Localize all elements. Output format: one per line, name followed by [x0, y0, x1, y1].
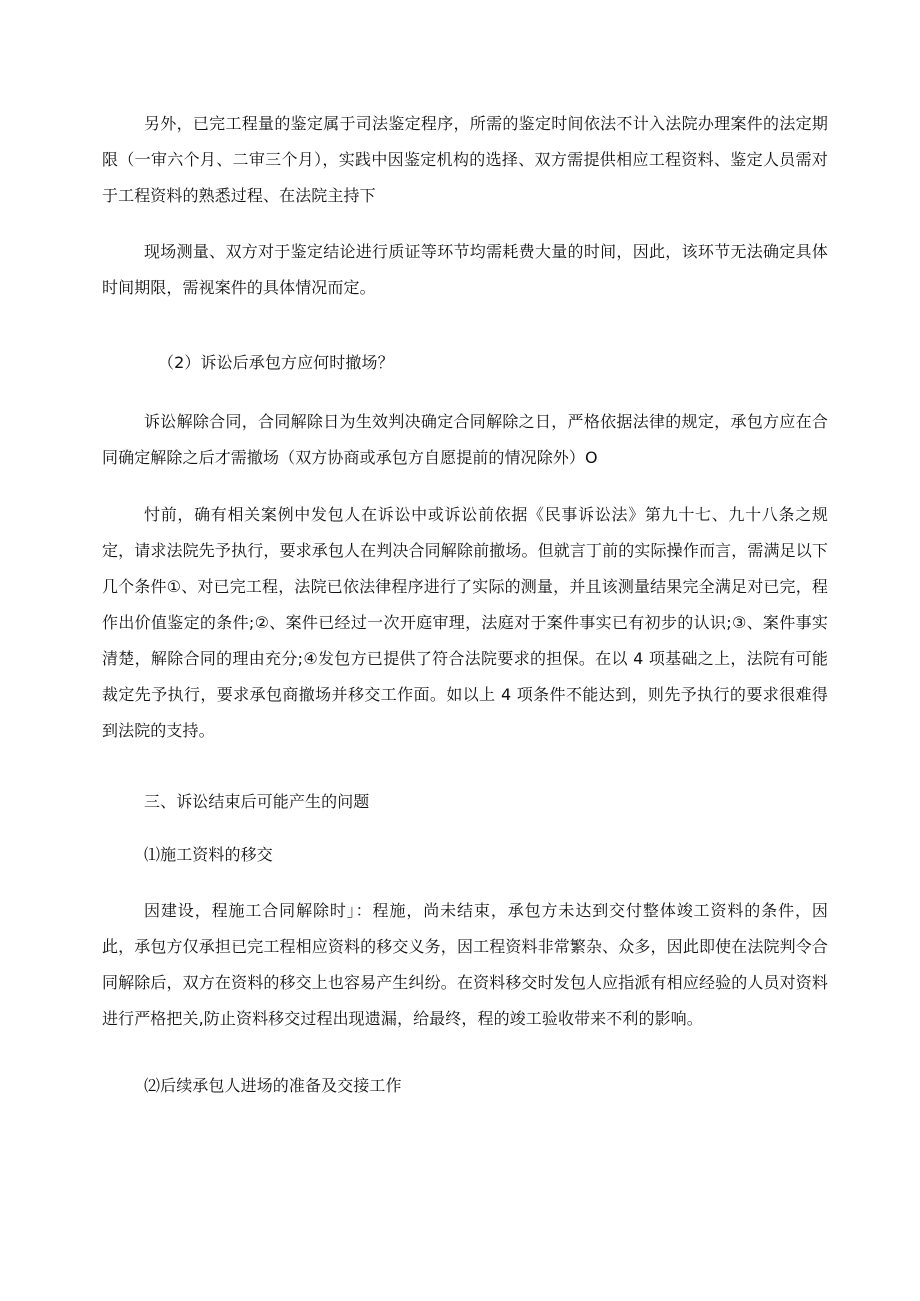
subheading-withdraw-timing: （2）诉讼后承包方应何时撤场？: [158, 353, 394, 372]
subheading-document-handover: ⑴施工资料的移交: [144, 845, 273, 864]
paragraph-site-survey: 现场测量、双方对于鉴定结论进行质证等环节均需耗费大量的时间，因此，该环节无法确定具体时间期限，需视案件的具体情况而定。: [102, 242, 828, 297]
paragraph-appraisal-time: 另外，已完工程量的鉴定属于司法鉴定程序，所需的鉴定时间依法不计入法院办理案件的法定期限（一审六个月、二审三个月），实践中因鉴定机构的选择、双方需提供相应工程资料、鉴定人员需对于工程资料的熟悉过程、在法院主持下: [102, 114, 828, 205]
paragraph-document-handover: 因建设，程施工合同解除时」：程施，尚未结束，承包方未达到交付整体竣工资料的条件，因此，承包方仅承担已完工程相应资料的移交义务，因工程资料非常繁杂、众多，因此即使在法院判令合同解除后，双方在资料的移交上也容易产生纠纷。在资料移交时发包人应指派有相应经验的人员对资料进行严格把关,防止资料移交过程出现遗漏，给最终，程的竣工验收带来不利的影响。: [102, 901, 828, 1028]
paragraph-advance-execution: 忖前，确有相关案例中发包人在诉讼中或诉讼前依据《民事诉讼法》第九十七、九十八条之规定，请求法院先予执行，要求承包人在判决合同解除前撤场。但就言丁前的实际操作而言，需满足以下几个条件①、对已完工程，法院已依法律程序进行了实际的测量，并且该测量结果完全满足对已完，程作出价值鉴定的条件;②、案件已经过一次开庭审理，法庭对于案件事实已有初步的认识;③、案件事实清楚，解除合同的理由充分;④发包方已提供了符合法院要求的担保。在以 4 项基础之上，法院有可能裁定先予执行，要求承包商撤场并移交工作面。如以上 4 项条件不能达到，则先予执行的要求很难得到法院的支持。: [102, 505, 828, 740]
paragraph-contract-termination: 诉讼解除合同，合同解除日为生效判决确定合同解除之日，严格依据法律的规定，承包方应在合同确定解除之后才需撤场（双方协商或承包方自愿提前的情况除外）O: [102, 412, 828, 467]
section-heading-post-litigation: 三、诉讼结束后可能产生的问题: [144, 792, 370, 811]
subheading-successor-contractor: ⑵后续承包人进场的准备及交接工作: [144, 1076, 402, 1095]
